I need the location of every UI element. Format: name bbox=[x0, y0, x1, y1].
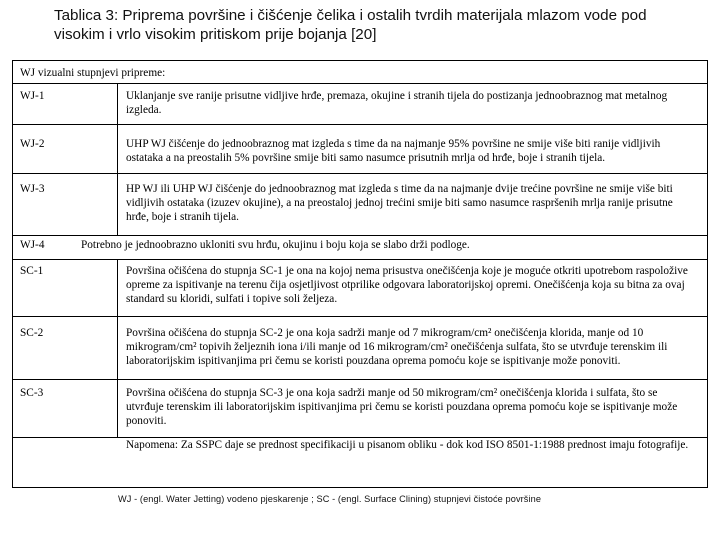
row-code: SC-2 bbox=[20, 327, 44, 339]
row-code: SC-1 bbox=[20, 265, 44, 277]
table-heading: WJ vizualni stupnjevi pripreme: bbox=[20, 67, 166, 79]
column-divider bbox=[117, 83, 118, 235]
table-note: Napomena: Za SSPC daje se prednost specifikaciji u pisanom obliku - dok kod ISO 8501-1:1988 prednost imaju fotografije. bbox=[126, 439, 689, 451]
table-divider bbox=[13, 316, 707, 317]
row-code: WJ-3 bbox=[20, 183, 45, 195]
row-description: Potrebno je jednoobrazno ukloniti svu hrđu, okujinu i boju koja se slabo drži podloge. bbox=[81, 239, 470, 251]
row-description: HP WJ ili UHP WJ čišćenje do jednoobraznog mat izgleda s time da na najmanje dvije trećine površine ne smije više biti vidljivih ostataka (izuzev okujine), a na preostaloj jednoj trećini smije biti samo nasumce raspršenih mrlja ranije prisutne hrđe, boje i stranih tijela. bbox=[126, 183, 673, 224]
row-description: UHP WJ čišćenje do jednoobraznog mat izgleda s time da na najmanje 95% površine ne smije više biti ranije vidljivih ostataka a na preostalih 5% površine smije biti samo nasumce prisutnih mrlja od hrđe, boje i stranih tijela. bbox=[126, 138, 661, 165]
table-caption: Tablica 3: Priprema površine i čišćenje čelika i ostalih tvrdih materijala mlazom vode pod visokim i vrlo visokim pritiskom prije bojanja [20] bbox=[54, 7, 647, 43]
row-description: Uklanjanje sve ranije prisutne vidljive hrđe, premaza, okujine i stranih tijela do postizanja jednoobraznog mat metalnog izgleda. bbox=[126, 90, 668, 117]
row-description: Površina očišćena do stupnja SC-1 je ona na kojoj nema prisustva onečišćenja koje je moguće otkriti upotrebom raspoložive opreme za ispitivanje na terenu čija osjetljivost otprilike odgovara laboratorijskoj opremi. Onečišćenja koja su bitna za ovaj standard su kloridi, sulfati i topive soli željeza. bbox=[126, 265, 688, 306]
table-divider bbox=[13, 259, 707, 260]
column-divider bbox=[117, 259, 118, 437]
table-divider bbox=[13, 173, 707, 174]
row-code: WJ-4 bbox=[20, 239, 45, 251]
table-divider bbox=[13, 124, 707, 125]
row-description: Površina očišćena do stupnja SC-2 je ona koja sadrži manje od 7 mikrogram/cm² onečišćenja klorida, manje od 10 mikrogram/cm² topivih željeznih iona i/ili manje od 16 mikrogram/cm² onečišćenja sulfata, što se utvrđuje terenskim ili laboratorijskim ispitivanjima pri čemu se koristi pouzdana oprema pomoću koje se ispitivanje može ponoviti. bbox=[126, 327, 668, 368]
table-divider bbox=[13, 379, 707, 380]
row-description: Površina očišćena do stupnja SC-3 je ona koja sadrži manje od 50 mikrogram/cm² onečišćenja klorida i sulfata, što se utvrđuje terenskim ili laboratorijskim ispitivanjima pri čemu se koristi pouzdana oprema pomoću koje se ispitivanje može ponoviti. bbox=[126, 387, 678, 428]
footnote: WJ - (engl. Water Jetting) vodeno pjeskarenje ; SC - (engl. Surface Clining) stupnjevi čistoće površine bbox=[118, 494, 542, 504]
table-divider bbox=[13, 235, 707, 236]
standards-table bbox=[12, 60, 708, 488]
row-code: WJ-2 bbox=[20, 138, 45, 150]
row-code: WJ-1 bbox=[20, 90, 45, 102]
row-code: SC-3 bbox=[20, 387, 44, 399]
